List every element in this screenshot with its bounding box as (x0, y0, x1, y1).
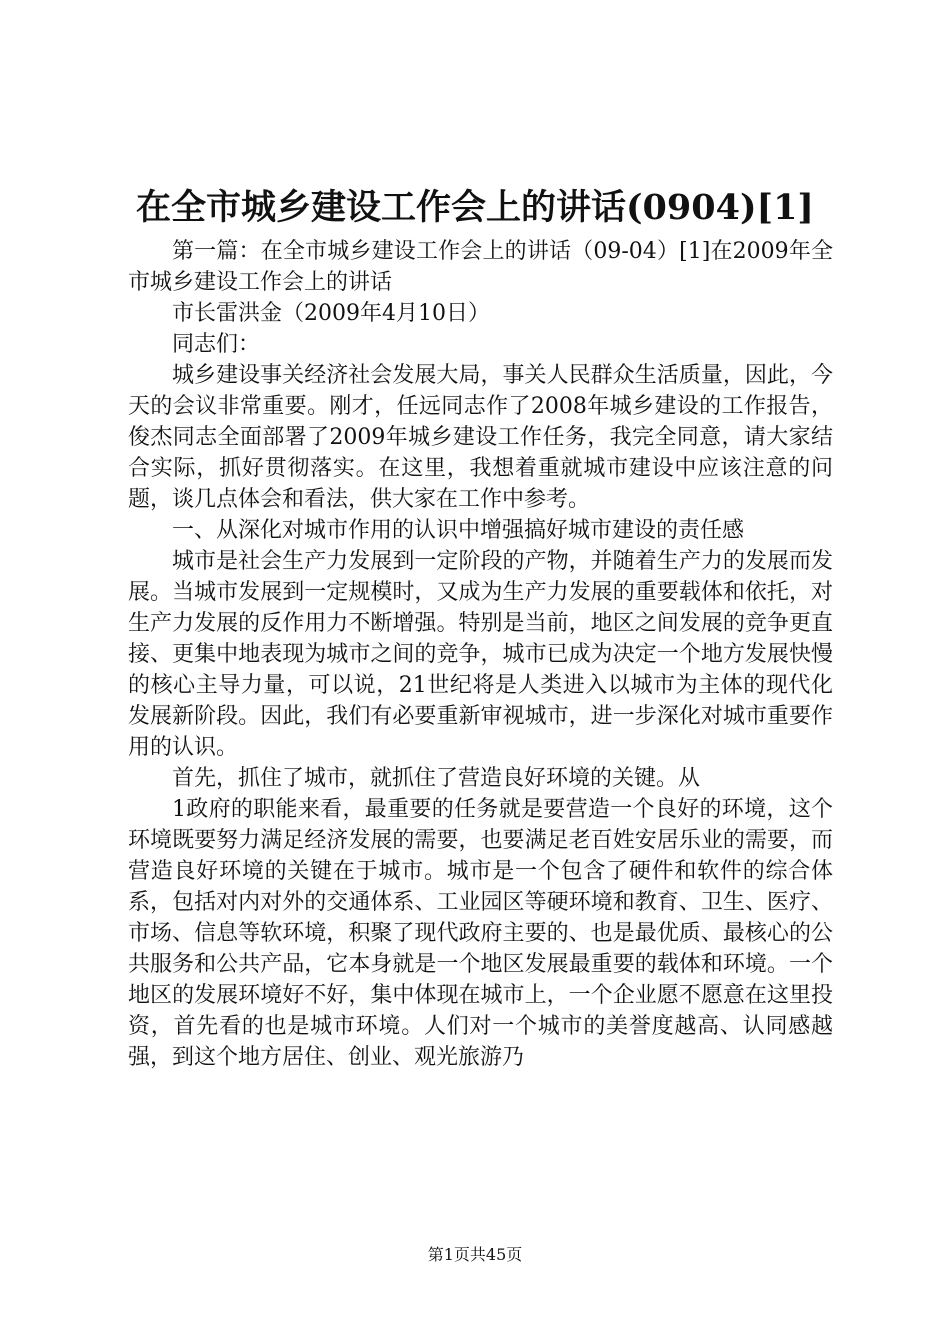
paragraph: 首先，抓住了城市，就抓住了营造良好环境的关键。从 (172, 766, 701, 791)
paragraph: 城乡建设事关经济社会发展大局，事关人民群众生活质量，因此，今天的会议非常重要。刚才，任远同志作了2008年城乡建设的工作报告，俊杰同志全面部署了2009年城乡建设工作任务，我完全同意，请大家结合实际，抓好贯彻落实。在这里，我想着重就城市建设中应该注意的问题，谈几点体会和看法，供大家在工作中参考。 (128, 363, 833, 512)
paragraph: 城市是社会生产力发展到一定阶段的产物，并随着生产力的发展而发展。当城市发展到一定规模时，又成为生产力发展的重要载体和依托，对生产力发展的反作用力不断增强。特别是当前，地区之间发展的竞争更直接、更集中地表现为城市之间的竞争，城市已成为决定一个地方发展快慢的核心主导力量，可以说，21世纪将是人类进入以城市为主体的现代化发展新阶段。因此，我们有必要重新审视城市，进一步深化对城市重要作用的认识。 (128, 549, 833, 760)
paragraph: 第一篇：在全市城乡建设工作会上的讲话（09-04）[1]在2009年全市城乡建设工作会上的讲话 (128, 239, 833, 295)
document-title: 在全市城乡建设工作会上的讲话(0904)[1] (135, 187, 814, 228)
page-footer (0, 1244, 950, 1266)
paragraph: 1政府的职能来看，最重要的任务就是要营造一个良好的环境，这个环境既要努力满足经济发展的需要，也要满足老百姓安居乐业的需要，而营造良好环境的关键在于城市。城市是一个包含了硬件和软件的综合体系，包括对内对外的交通体系、工业园区等硬环境和教育、卫生、医疗、市场、信息等软环境，积聚了现代政府主要的、也是最优质、最核心的公共服务和公共产品，它本身就是一个地区发展最重要的载体和环境。一个地区的发展环境好不好，集中体现在城市上，一个企业愿不愿意在这里投资，首先看的也是城市环境。人们对一个城市的美誉度越高、认同感越强，到这个地方居住、创业、观光旅游乃 (128, 797, 833, 1070)
page-number: 第1页 (427, 1245, 470, 1264)
paragraph: 同志们： (172, 332, 261, 357)
paragraph: 市长雷洪金（2009年4月10日） (172, 301, 490, 326)
page-total: 共45页 (469, 1245, 523, 1264)
section-heading: 一、从深化对城市作用的认识中增强搞好城市建设的责任感 (172, 518, 745, 543)
document-body (128, 236, 833, 1073)
